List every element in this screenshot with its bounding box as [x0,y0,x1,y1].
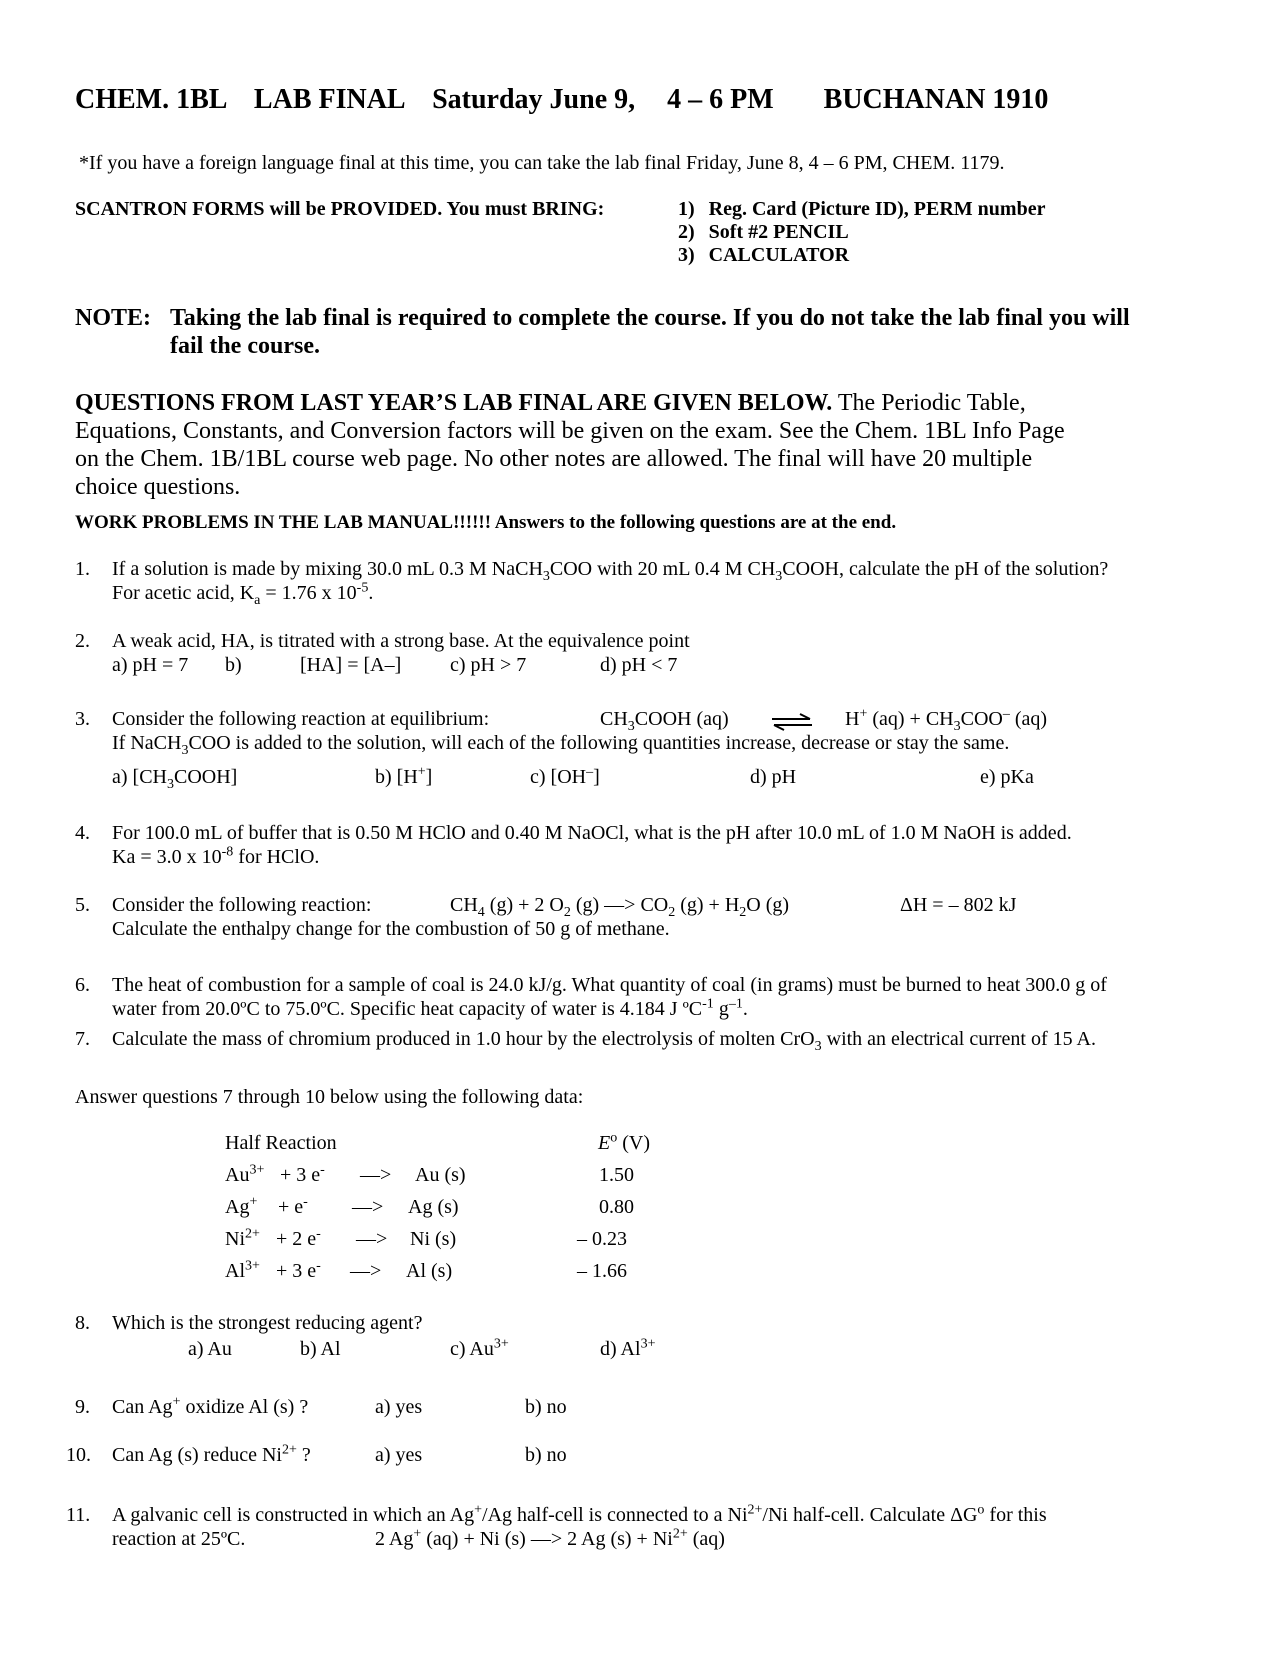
q2-option-b: [HA] = [A–] [300,654,402,676]
q3-option-a: a) $[CH_3COOH]$ [112,766,238,792]
q2-text: A weak acid, HA, is titrated with a strong base. At the equivalence point [112,630,690,652]
q3-equation-left: $CH_3COOH$ (aq) [600,708,729,734]
q8-option-c: c) $Au^{3+}$ [450,1336,509,1360]
q11-text: A galvanic cell is constructed in which an Ag+/Ag half-cell is connected to a $Ni^{2+}/Ni$ half-cell. Calculate $\Delta G^o$ for this [112,1502,1047,1526]
q6-text-line-2: water from 20.0ºC to 75.0ºC. Specific heat capacity of water is 4.184 J ºC$^{-1}$ $g^{-1}$. [112,996,748,1020]
q2-option-a: a) pH = 7 [112,654,189,676]
q5-text-line-2: Calculate the enthalpy change for the combustion of 50 g of methane. [112,918,670,940]
q9-number: 9. [75,1396,90,1418]
q10-option-a: a) yes [375,1444,423,1466]
q5-text: Consider the following reaction: [112,894,372,916]
q10-text: Can Ag (s) reduce $Ni^{2+}$ ? [112,1442,311,1466]
exam-header [75,84,1048,116]
q3-equation-right: H+ $(aq) + CH_3COO^-$ (aq) [845,706,1048,734]
q10-option-b: b) no [525,1444,567,1466]
q5-enthalpy: ΔH = – 802 kJ [900,894,1017,916]
q8-option-a: a) Au [188,1338,232,1360]
q6-number: 6. [75,974,90,996]
bring-item: 3) CALCULATOR [678,244,850,266]
q3-text-line-2: If NaCH$_3$COO is added to the solution, will each of the following quantities increase, decrease or stay the same. [112,732,1010,758]
q1-text: If a solution is made by mixing 30.0 mL 0.3 M NaCH$_3$COO with 20 mL 0.4 M $CH_3COOH$, calculate the pH of the solution? [112,558,1109,584]
q7-number: 7. [75,1028,90,1050]
q3-number: 3. [75,708,90,730]
q1-text-line-2: For acetic acid, $K_a = 1.76$ x $10^{-5}$. [112,580,374,608]
q8-text: Which is the strongest reducing agent? [112,1312,423,1334]
questions-intro-line-1: QUESTIONS FROM LAST YEAR’S LAB FINAL ARE GIVEN BELOW. The Periodic Table, [75,390,1026,416]
q9-text: Can Ag+ oxidize Al (s) ? [112,1394,309,1418]
q5-equation: $CH_4$ (g) + 2 $O_2$ (g) —> $CO_2$ $(g) + H_2O$ (g) [450,894,790,920]
questions-intro-line-2: Equations, Constants, and Conversion factors will be given on the exam. See the Chem. 1BL Info Page [75,418,1065,444]
q2-option-b-label: b) [225,654,242,676]
q5-number: 5. [75,894,90,916]
q1-number: 1. [75,558,90,580]
header-exam: LAB FINAL [253,84,405,115]
header-date: Saturday June 9, [432,84,636,115]
q8-option-d: d) $Al^{3+}$ [600,1336,656,1360]
header-room: BUCHANAN 1910 [823,84,1049,115]
q2-option-c: c) pH > 7 [450,654,527,676]
q11-text-line-2: reaction at 25ºC. [112,1528,246,1550]
bring-item: 1) Reg. Card (Picture ID), PERM number [678,198,1046,220]
q2-number: 2. [75,630,90,652]
note-line-1: Taking the lab final is required to complete the course. If you do not take the lab final you will [170,305,1130,331]
table-header-potential: $E^o$ (V) [598,1130,650,1154]
equilibrium-arrow-icon [770,713,814,731]
q4-text: For 100.0 mL of buffer that is 0.50 M HClO and 0.40 M NaOCl, what is the pH after 10.0 mL of 1.0 M NaOH is added. [112,822,1072,844]
q9-option-b: b) no [525,1396,567,1418]
questions-intro-line-3: on the Chem. 1B/1BL course web page. No other notes are allowed. The final will have 20 multiple [75,446,1033,472]
q3-option-c: c) [OH–] [530,764,600,788]
note-label: NOTE: [75,305,152,331]
q8-option-b: b) Al [300,1338,341,1360]
scantron-label: SCANTRON FORMS will be PROVIDED. You must BRING: [75,198,605,220]
bring-item: 2) Soft #2 PENCIL [678,221,849,243]
q3-text: Consider the following reaction at equilibrium: [112,708,490,730]
q2-option-d: d) pH < 7 [600,654,678,676]
q9-option-a: a) yes [375,1396,423,1418]
header-course: CHEM. 1BL [75,84,226,115]
q11-number: 11. [66,1504,91,1526]
foreign-language-notice: *If you have a foreign language final at this time, you can take the lab final Friday, June 8, 4 – 6 PM, CHEM. 1179. [79,152,1005,174]
answer-intro: Answer questions 7 through 10 below using the following data: [75,1086,584,1108]
q4-number: 4. [75,822,90,844]
q11-equation: 2 Ag+ (aq) + Ni (s) —> 2 Ag $(s) + Ni^{2+}$ (aq) [375,1526,725,1550]
q4-text-line-2: Ka = 3.0 x $10^{-8}$ for HClO. [112,844,320,868]
note-line-2: fail the course. [170,333,320,359]
q3-option-d: d) pH [750,766,797,788]
table-header-reaction: Half Reaction [225,1132,337,1154]
q10-number: 10. [66,1444,91,1466]
work-problems-line: WORK PROBLEMS IN THE LAB MANUAL!!!!!! Answers to the following questions are at the end. [75,512,897,533]
q3-option-b: b) [H+] [375,764,433,788]
q3-option-e: e) pKa [980,766,1034,788]
header-time: 4 – 6 PM [667,84,774,115]
q6-text: The heat of combustion for a sample of coal is 24.0 kJ/g. What quantity of coal (in grams) must be burned to heat 300.0 g of [112,974,1107,996]
q8-number: 8. [75,1312,90,1334]
q7-text: Calculate the mass of chromium produced in 1.0 hour by the electrolysis of molten CrO$_3$ with an electrical current of 15 A. [112,1028,1096,1054]
questions-intro-line-4: choice questions. [75,474,241,500]
